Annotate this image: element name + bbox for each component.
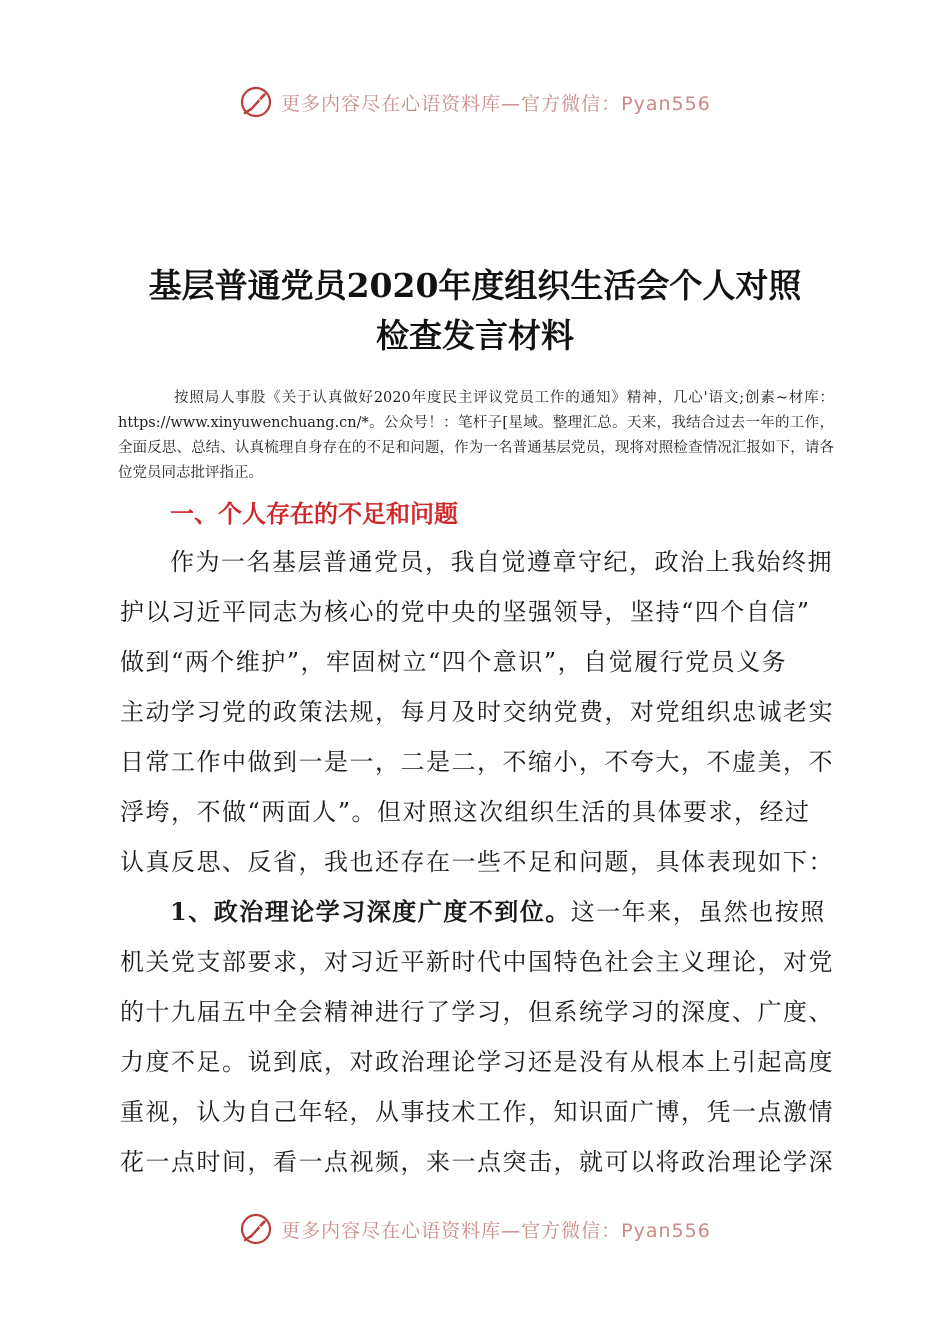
quill-pen-logo-icon <box>239 85 273 119</box>
body-line: 重视，认为自己年轻，从事技术工作，知识面广博，凭一点激情 <box>120 1098 834 1126</box>
header-watermark <box>0 82 950 122</box>
document-title-line-1: 基层普通党员2020年度组织生活会个人对照 <box>148 266 802 305</box>
body-line: 力度不足。说到底，对政治理论学习还是没有从根本上引起高度 <box>120 1048 834 1076</box>
footer-watermark <box>0 1209 950 1249</box>
watermark-text: 更多内容尽在心语资料库—官方微信：Pyan556 <box>281 1219 711 1242</box>
body-line: 护以习近平同志为核心的党中央的坚强领导，坚持“四个自信” <box>120 598 811 626</box>
body-line: 花一点时间，看一点视频，来一点突击，就可以将政治理论学深 <box>120 1148 834 1176</box>
watermark-text: 更多内容尽在心语资料库—官方微信：Pyan556 <box>281 92 711 115</box>
body-line: 的十九届五中全会精神进行了学习，但系统学习的深度、广度、 <box>120 998 834 1026</box>
document-title-line-2: 检查发言材料 <box>376 316 574 355</box>
body-line: 日常工作中做到一是一，二是二，不缩小，不夸大，不虚美，不 <box>120 748 834 776</box>
item-1-first-line <box>170 896 832 928</box>
item-1-first-rest: 这一年来，虽然也按照 <box>570 898 826 926</box>
body-line: 做到“两个维护”，牢固树立“四个意识”，自觉履行党员义务 <box>120 648 788 676</box>
body-line: 主动学习党的政策法规，每月及时交纳党费，对党组织忠诚老实 <box>120 698 834 726</box>
body-line: 浮垮，不做“两面人”。但对照这次组织生活的具体要求，经过 <box>120 798 811 826</box>
intro-paragraph: 按照局人事股《关于认真做好2020年度民主评议党员工作的通知》精神，几心'语文;创素~材库：https://www.xinyuwenchuang.cn/*。公众号！：笔杆子[星域。整理汇总。天来，我结合过去一年的工作，全面反思、总结、认真梳理自身存在的不足和问题，作为一名普通基层党员，现将对照检查情况汇报如下，请各位党员同志批评指正。 <box>118 390 834 481</box>
body-line: 认真反思、反省，我也还存在一些不足和问题，具体表现如下： <box>120 848 834 876</box>
section-heading-1: 一、个人存在的不足和问题 <box>170 500 458 528</box>
quill-pen-logo-icon <box>239 1212 273 1246</box>
item-1-bold-lead: 1、政治理论学习深度广度不到位。 <box>170 897 571 926</box>
body-line: 机关党支部要求，对习近平新时代中国特色社会主义理论，对党 <box>120 948 834 976</box>
body-line: 作为一名基层普通党员，我自觉遵章守纪，政治上我始终拥 <box>170 548 833 576</box>
